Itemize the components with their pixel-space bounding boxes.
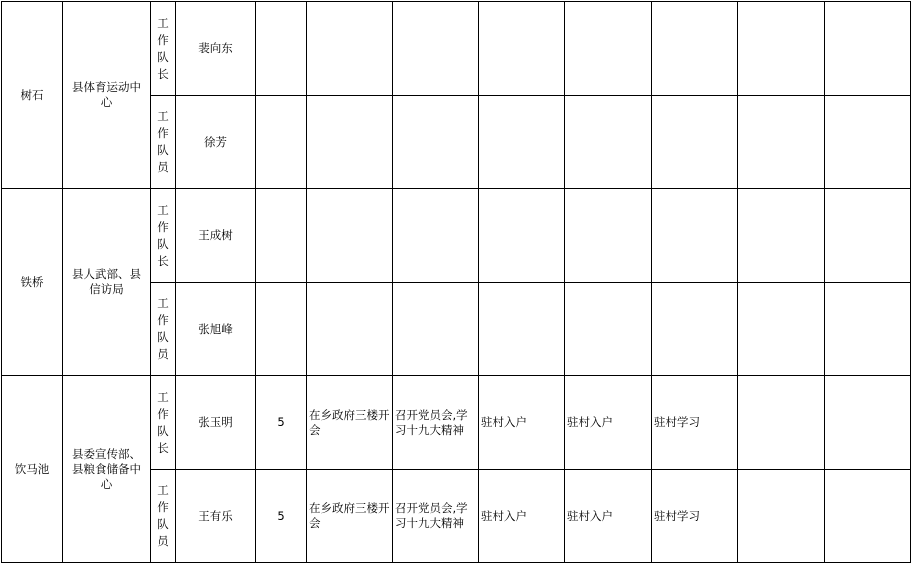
village-cell[interactable]: 铁桥 (2, 189, 63, 376)
name-cell[interactable]: 裴向东 (176, 2, 256, 96)
day-cell[interactable]: 在乡政府三楼开会 (307, 470, 393, 563)
village-cell[interactable]: 树石 (2, 2, 63, 189)
table-row (2, 376, 911, 470)
day-cell[interactable]: 驻村入户 (565, 376, 652, 470)
day-cell[interactable] (565, 96, 652, 189)
day-cell[interactable] (738, 2, 825, 96)
day-cell[interactable] (479, 189, 565, 283)
day-cell[interactable] (393, 2, 479, 96)
day-cell[interactable]: 驻村学习 (652, 470, 738, 563)
day-cell[interactable] (825, 2, 911, 96)
day-cell[interactable] (825, 376, 911, 470)
day-cell[interactable] (652, 189, 738, 283)
day-cell[interactable] (738, 283, 825, 376)
count-cell[interactable] (256, 189, 307, 283)
role-cell[interactable] (151, 283, 176, 376)
role-label: 工作队员 (157, 296, 169, 361)
day-cell[interactable] (738, 96, 825, 189)
role-cell[interactable] (151, 189, 176, 283)
day-cell[interactable]: 在乡政府三楼开会 (307, 376, 393, 470)
day-cell[interactable] (565, 283, 652, 376)
unit-cell[interactable]: 县委宣传部、县粮食储备中心 (63, 376, 151, 563)
day-cell[interactable]: 驻村入户 (565, 470, 652, 563)
name-cell[interactable]: 王成树 (176, 189, 256, 283)
day-cell[interactable] (565, 2, 652, 96)
day-cell[interactable] (307, 2, 393, 96)
attendance-table (1, 1, 911, 563)
day-cell[interactable] (738, 470, 825, 563)
count-cell[interactable]: 5 (256, 376, 307, 470)
role-label: 工作队员 (157, 109, 169, 174)
role-cell[interactable] (151, 96, 176, 189)
day-cell[interactable] (393, 96, 479, 189)
day-cell[interactable]: 召开党员会,学习十九大精神 (393, 470, 479, 563)
day-cell[interactable] (825, 189, 911, 283)
name-cell[interactable]: 王有乐 (176, 470, 256, 563)
role-label: 工作队员 (157, 483, 169, 548)
day-cell[interactable]: 驻村学习 (652, 376, 738, 470)
name-cell[interactable]: 张玉明 (176, 376, 256, 470)
role-cell[interactable] (151, 470, 176, 563)
unit-cell[interactable]: 县人武部、县信访局 (63, 189, 151, 376)
day-cell[interactable] (825, 470, 911, 563)
day-cell[interactable] (479, 2, 565, 96)
day-cell[interactable] (652, 96, 738, 189)
day-cell[interactable] (652, 283, 738, 376)
day-cell[interactable] (825, 96, 911, 189)
role-label: 工作队长 (157, 15, 169, 81)
unit-cell[interactable]: 县体育运动中心 (63, 2, 151, 189)
name-cell[interactable]: 张旭峰 (176, 283, 256, 376)
day-cell[interactable] (393, 283, 479, 376)
role-cell[interactable] (151, 376, 176, 470)
count-cell[interactable]: 5 (256, 470, 307, 563)
day-cell[interactable] (479, 283, 565, 376)
day-cell[interactable]: 驻村入户 (479, 470, 565, 563)
role-label: 工作队长 (157, 202, 169, 268)
table-row (2, 2, 911, 96)
count-cell[interactable] (256, 283, 307, 376)
count-cell[interactable] (256, 2, 307, 96)
name-cell[interactable]: 徐芳 (176, 96, 256, 189)
day-cell[interactable] (479, 96, 565, 189)
day-cell[interactable] (652, 2, 738, 96)
day-cell[interactable] (307, 189, 393, 283)
day-cell[interactable] (393, 189, 479, 283)
table-row (2, 189, 911, 283)
day-cell[interactable]: 召开党员会,学习十九大精神 (393, 376, 479, 470)
day-cell[interactable] (738, 376, 825, 470)
day-cell[interactable] (825, 283, 911, 376)
day-cell[interactable] (738, 189, 825, 283)
village-cell[interactable]: 饮马池 (2, 376, 63, 563)
role-cell[interactable] (151, 2, 176, 96)
role-label: 工作队长 (157, 389, 169, 455)
count-cell[interactable] (256, 96, 307, 189)
day-cell[interactable]: 驻村入户 (479, 376, 565, 470)
day-cell[interactable] (307, 283, 393, 376)
day-cell[interactable] (307, 96, 393, 189)
day-cell[interactable] (565, 189, 652, 283)
